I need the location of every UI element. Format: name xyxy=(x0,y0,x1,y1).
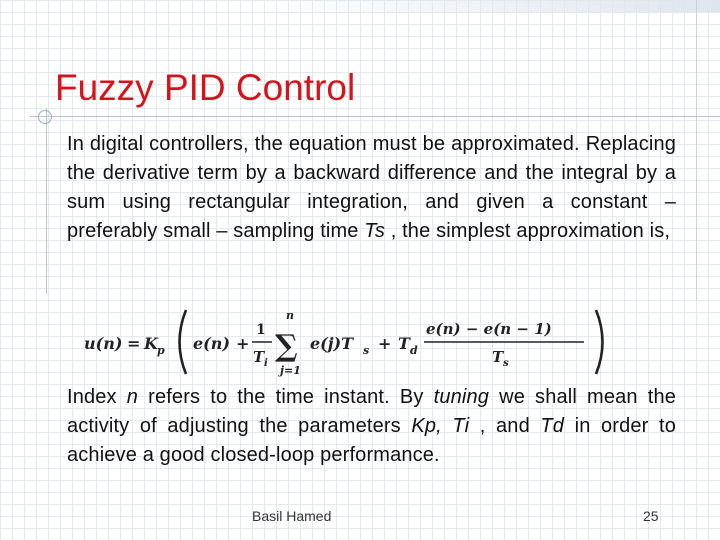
eq-ti: T xyxy=(253,348,265,366)
tuning-text-5: , and xyxy=(469,415,541,437)
eq-sum-term: e(j)T xyxy=(310,334,354,353)
index-variable-n: n xyxy=(126,386,139,408)
eq-td: T xyxy=(398,334,410,353)
eq-plus-1: + xyxy=(236,334,250,353)
eq-en: e(n) xyxy=(193,334,230,353)
param-td: Td xyxy=(540,415,565,437)
eq-ts-subscript: s xyxy=(503,358,509,369)
eq-sigma: ∑ xyxy=(275,329,298,364)
param-kp: Kp, xyxy=(411,415,442,437)
eq-difference-numerator: e(n) − e(n − 1) xyxy=(426,320,552,338)
eq-kp: K xyxy=(144,334,158,353)
tuning-text-6: in order to achieve a good closed-loop performance. xyxy=(67,415,676,466)
eq-ti-subscript: i xyxy=(264,358,268,369)
page-number: 25 xyxy=(643,508,659,524)
tuning-emphasis: tuning xyxy=(433,386,490,408)
eq-sum-term-subscript: s xyxy=(363,344,370,357)
right-decorative-rule xyxy=(696,0,697,300)
eq-kp-subscript: p xyxy=(157,344,165,357)
eq-sum-lower: j=1 xyxy=(280,364,301,377)
param-ti: Ti xyxy=(452,415,470,437)
top-decorative-band xyxy=(260,0,720,12)
tuning-text-3: we shall mean the activity of adjusting the parameters xyxy=(67,386,676,437)
eq-one: 1 xyxy=(256,322,266,338)
pid-difference-equation xyxy=(82,304,622,380)
eq-right-paren xyxy=(596,310,603,374)
footer-author: Basil Hamed xyxy=(252,508,332,524)
eq-plus-2: + xyxy=(378,334,392,353)
tuning-text-1: Index xyxy=(67,386,127,408)
eq-equals: = xyxy=(127,334,141,353)
eq-td-subscript: d xyxy=(410,344,418,357)
intro-text: In digital controllers, the equation must be approximated. Replacing the derivative term by a backward difference and the integral by a sum using rectangular integration, and given a constant – preferably small – sampling time xyxy=(67,133,676,242)
corner-circle-mark xyxy=(38,110,52,124)
eq-ts: T xyxy=(492,348,504,366)
tuning-text-4 xyxy=(442,415,453,437)
eq-sum-upper: n xyxy=(286,309,294,322)
slide-title: Fuzzy PID Control xyxy=(55,67,356,108)
eq-left-paren xyxy=(180,310,187,374)
left-vertical-rule xyxy=(46,108,47,294)
tuning-text-2: refers to the time instant. By xyxy=(138,386,434,408)
intro-tail: , the simplest approximation is, xyxy=(384,220,671,242)
eq-lhs: u(n) xyxy=(84,334,123,353)
tuning-paragraph xyxy=(67,383,676,470)
sampling-time-variable: Ts xyxy=(364,220,385,242)
intro-paragraph xyxy=(67,130,676,246)
title-underline-rule xyxy=(30,116,720,117)
